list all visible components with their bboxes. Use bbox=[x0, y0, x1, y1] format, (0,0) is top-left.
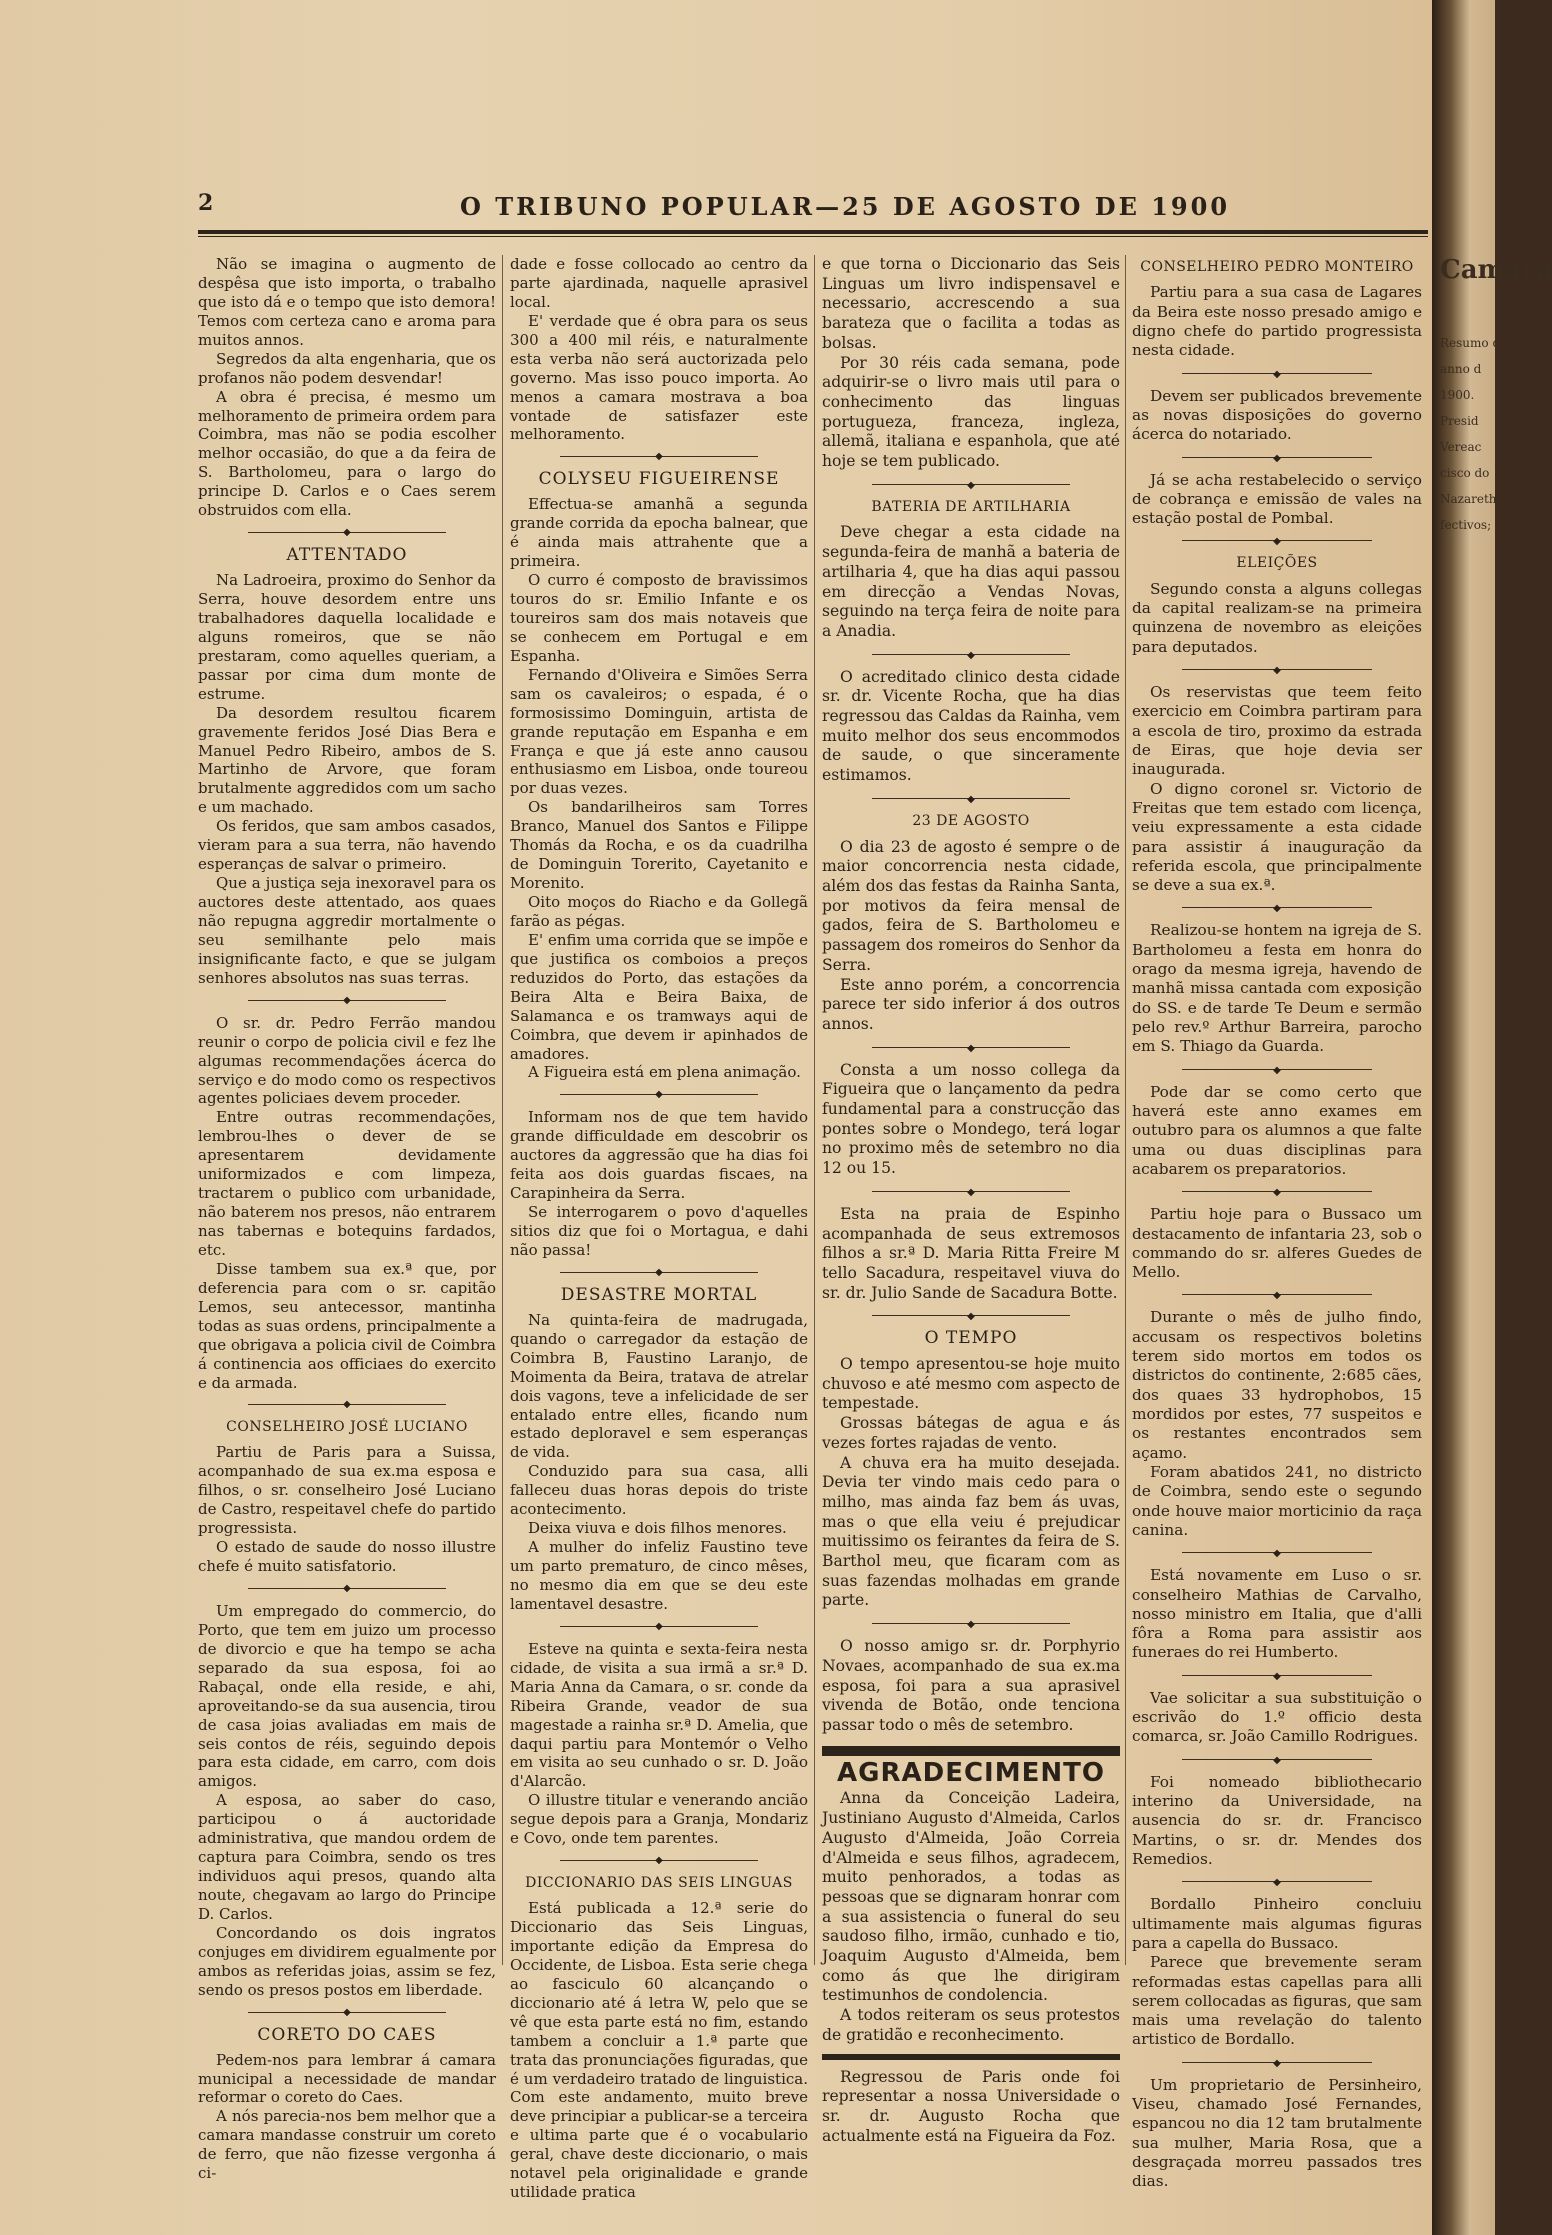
paragraph: Bordallo Pinheiro concluiu ultimamente mais algumas figuras para a capella do Bussaco. bbox=[1132, 1895, 1422, 1952]
paragraph: Está publicada a 12.ª serie do Diccionario das Seis Linguas, importante edição da Empresa do Occidente, de Lisboa. Esta serie chega ao fasciculo 60 alcançando o diccionario até á letra W, pelo que se vê que esta parte está no fim, estando tambem a concluir a 1.ª parte que trata das pronunciações figuradas, que é um verdadeiro tratado de linguistica. Com este andamento, muito breve deve principiar a publicar-se a terceira e ultima parte que é o vocabulario geral, chave deste diccionario, o mais notavel pela originalidade e grande utilidade pratica bbox=[510, 1899, 808, 2202]
column-divider bbox=[502, 255, 503, 1965]
separator bbox=[1132, 2054, 1422, 2072]
paragraph: Partiu hoje para o Bussaco um destacamento de infantaria 23, sob o commando do sr. alferes Guedes de Mello. bbox=[1132, 1205, 1422, 1282]
paragraph: Partiu de Paris para a Suissa, acompanhado de sua ex.ma esposa e filhos, o sr. conselheiro José Luciano de Castro, respeitavel chefe do partido progressista. bbox=[198, 1443, 496, 1538]
edge-text: Presid bbox=[1440, 414, 1479, 428]
paragraph: Consta a um nosso collega da Figueira que o lançamento da pedra fundamental para a construcção das pontes sobre o Mondego, terá logar no proximo mês de setembro no dia 12 ou 15. bbox=[822, 1060, 1120, 1178]
paragraph: A obra é precisa, é mesmo um melhoramento de primeira ordem para Coimbra, mas não se podia escolher melhor occasião, do que a da feira de S. Bartholomeu, para o largo do principe D. Carlos e o Caes serem obstruidos com ella. bbox=[198, 387, 496, 520]
column-4 bbox=[1132, 255, 1422, 2192]
headline-23-agosto: 23 DE AGOSTO bbox=[912, 812, 1030, 829]
paragraph: O digno coronel sr. Victorio de Freitas que tem estado com licença, veiu expressamente a esta cidade para assistir á inauguração da referida escola, que principalmente se deve a sua ex.ª. bbox=[1132, 779, 1422, 895]
paragraph: Na quinta-feira de madrugada, quando o carregador da estação de Coimbra B, Faustino Laranjo, de Moimenta da Beira, tratava de atrelar dois vagons, teve a infelicidade de ser entalado entre elles, ficando num estado deploravel e sem esperanças de vida. bbox=[510, 1310, 808, 1462]
column-3 bbox=[822, 255, 1120, 2146]
paragraph: Na Ladroeira, proximo do Senhor da Serra, houve desordem entre uns trabalhadores daquella localidade e alguns romeiros, que se não prestaram, como aquelles queriam, a passar por cima dum monte de estrume. bbox=[198, 571, 496, 703]
paragraph: O dia 23 de agosto é sempre o de maior concorrencia nesta cidade, além dos das festas da Rainha Santa, por motivos da feira mensal de gados, feira de S. Bartholomeu e passagem dos romeiros do Senhor da Serra. bbox=[822, 837, 1120, 974]
headline-attentado: ATTENTADO bbox=[286, 545, 408, 566]
paragraph: Os reservistas que teem feito exercicio em Coimbra partiram para a escola de tiro, proximo da estrada de Eiras, que hoje devia ser inaugurada. bbox=[1132, 683, 1422, 779]
separator bbox=[1132, 449, 1422, 467]
separator bbox=[822, 476, 1120, 494]
paragraph: O curro é composto de bravissimos touros do sr. Emilio Infante e os toureiros sam dos mais notaveis que se conhecem em Portugal e em Espanha. bbox=[510, 571, 808, 665]
paragraph: Deixa viuva e dois filhos menores. bbox=[528, 1519, 787, 1538]
paragraph: Já se acha restabelecido o serviço de cobrança e emissão de vales na estação postal de Pombal. bbox=[1132, 470, 1422, 528]
paragraph: Vae solicitar a sua substituição o escrivão do 1.º officio desta comarca, sr. João Camillo Rodrigues. bbox=[1132, 1688, 1422, 1746]
paragraph: Está novamente em Luso o sr. conselheiro Mathias de Carvalho, nosso ministro em Italia, que d'alli fôra a Roma para assistir aos funeraes do rei Humberto. bbox=[1132, 1566, 1422, 1662]
edge-text: Vereac bbox=[1440, 440, 1482, 454]
paragraph: Devem ser publicados brevemente as novas disposições do governo ácerca do notariado. bbox=[1132, 386, 1422, 444]
paragraph: Por 30 réis cada semana, pode adquirir-se o livro mais util para o conhecimento das linguas portugueza, franceza, ingleza, allemã, italiana e espanhola, que até hoje se tem publicado. bbox=[822, 353, 1120, 471]
separator bbox=[1132, 661, 1422, 679]
paragraph: Foi nomeado bibliothecario interino da Universidade, na ausencia do sr. dr. Francisco Martins, o sr. dr. Mendes dos Remedios. bbox=[1132, 1772, 1422, 1868]
adjacent-page-edge bbox=[1432, 0, 1552, 2235]
paragraph: Disse tambem sua ex.ª que, por deferencia para com o sr. capitão Lemos, seu antecessor, mantinha todas as suas ordens, principalmente a que obrigava a policia civil de Coimbra á continencia aos officiaes do exercito e da armada. bbox=[198, 1259, 496, 1392]
edge-text: Nazareth bbox=[1440, 492, 1497, 506]
paragraph: O illustre titular e venerando ancião segue depois para a Granja, Mondariz e Covo, onde tem parentes. bbox=[510, 1791, 808, 1848]
paragraph: Os feridos, que sam ambos casados, vieram para a sua terra, não havendo esperanças de salvar o primeiro. bbox=[198, 817, 496, 874]
notice-rule bbox=[822, 2054, 1120, 2060]
paragraph: Este anno porém, a concorrencia parece ter sido inferior á dos outros annos. bbox=[822, 975, 1120, 1033]
paragraph: A Figueira está em plena animação. bbox=[528, 1063, 801, 1082]
paragraph: Pedem-nos para lembrar á camara municipal a necessidade de mandar reformar o coreto do Caes. bbox=[198, 2050, 496, 2107]
paragraph: Da desordem resultou ficarem gravemente feridos José Dias Bera e Manuel Pedro Ribeiro, ambos de S. Martinho de Arvore, que foram brutalmente aggredidos com um sacho e um machado. bbox=[198, 703, 496, 817]
separator bbox=[198, 524, 496, 542]
headline-bateria: BATERIA DE ARTILHARIA bbox=[871, 498, 1071, 515]
paragraph: O sr. dr. Pedro Ferrão mandou reunir o corpo de policia civil e fez lhe algumas recommendações ácerca do serviço e do modo como os respectivos agentes policiaes devem proceder. bbox=[198, 1013, 496, 1108]
separator bbox=[1132, 899, 1422, 917]
paragraph: O tempo apresentou-se hoje muito chuvoso e até mesmo com aspecto de tempestade. bbox=[822, 1355, 1120, 1413]
separator bbox=[822, 1039, 1120, 1057]
paragraph: E' enfim uma corrida que se impõe e que justifica os comboios a preços reduzidos do Porto, das estações da Beira Alta e Beira Baixa, de Salamanca e os tramways aqui de Coimbra, que devem ir apinhados de amadores. bbox=[510, 930, 808, 1063]
paragraph: Segredos da alta engenharia, que os profanos não podem desvendar! bbox=[198, 349, 496, 387]
separator bbox=[1132, 1183, 1422, 1201]
paragraph: A esposa, ao saber do caso, participou o á auctoridade administrativa, que mandou ordem de captura para Coimbra, sendo os tres individuos aqui presos, quando alta noute, chegavam ao largo do Principe D. Carlos. bbox=[198, 1791, 496, 1923]
separator bbox=[1132, 365, 1422, 383]
separator bbox=[510, 1264, 808, 1282]
edge-text: Camara bbox=[1440, 255, 1552, 285]
paragraph: O estado de saude do nosso illustre chefe é muito satisfatorio. bbox=[198, 1538, 496, 1575]
paragraph: Esta na praia de Espinho acompanhada de seus extremosos filhos a sr.ª D. Maria Ritta Freire M tello Sacadura, respeitavel viuva do sr. dr. Julio Sande de Sacadura Botte. bbox=[822, 1204, 1120, 1302]
paragraph: E' verdade que é obra para os seus 300 a 400 mil réis, e naturalmente esta verba não será auctorizada pelo governo. Mas isso pouco importa. Ao menos a camara mostrava a boa vontade de satisfazer este melhoramento. bbox=[510, 311, 808, 444]
edge-text: fectivos; bbox=[1440, 518, 1492, 532]
paragraph: Foram abatidos 241, no districto de Coimbra, sendo este o segundo onde houve maior morticinio da raça canina. bbox=[1132, 1462, 1422, 1539]
separator bbox=[822, 1615, 1120, 1633]
separator bbox=[1132, 1751, 1422, 1769]
headline-diccionario: DICCIONARIO DAS SEIS LINGUAS bbox=[525, 1875, 793, 1892]
edge-text: anno d bbox=[1440, 362, 1482, 376]
paragraph: Esteve na quinta e sexta-feira nesta cidade, de visita a sua irmã a sr.ª D. Maria Anna da Camara, o sr. conde da Ribeira Grande, veador de sua magestade a rainha sr.ª D. Amelia, que daqui partiu para Montemór o Velho em visita ao seu cunhado o sr. D. João d'Alarcão. bbox=[510, 1639, 808, 1791]
column-2 bbox=[510, 255, 808, 2202]
paragraph: Entre outras recommendações, lembrou-lhes o dever de se apresentarem devidamente uniformizados e com limpeza, tractarem o publico com urbanidade, não baterem nos presos, não entrarem nas tabernas e botequins fardados, etc. bbox=[198, 1108, 496, 1259]
separator bbox=[1132, 1061, 1422, 1079]
notice-rule bbox=[822, 1746, 1120, 1756]
separator bbox=[1132, 1544, 1422, 1562]
headline-coreto: CORETO DO CAES bbox=[257, 2024, 437, 2045]
separator bbox=[510, 1618, 808, 1636]
paragraph: Segundo consta a alguns collegas da capital realizam-se na primeira quinzena de novembro as eleições para deputados. bbox=[1132, 579, 1422, 656]
paragraph: Realizou-se hontem na igreja de S. Bartholomeu a festa em honra do orago da mesma igreja, havendo de manhã missa cantada com exposição do SS. e de tarde Te Deum e sermão pelo rev.º Arthur Barreira, parocho em S. Thiago da Guarda. bbox=[1132, 921, 1422, 1056]
separator bbox=[822, 790, 1120, 808]
column-divider bbox=[814, 255, 815, 1965]
page-number: 2 bbox=[198, 190, 214, 216]
paragraph: O nosso amigo sr. dr. Porphyrio Novaes, acompanhado de sua ex.ma esposa, foi para a sua aprasivel vivenda de Botão, onde tenciona passar todo o mês de setembro. bbox=[822, 1637, 1120, 1734]
paragraph: Um empregado do commercio, do Porto, que tem em juizo um processo de divorcio e que ha tempo se acha separado da sua esposa, foi ao Rabaçal, onde ella reside, e ahi, aproveitando-se da sua ausencia, tirou de casa joias avaliadas em mais de seis contos de réis, seguindo depois para esta cidade, em carro, com dois amigos. bbox=[198, 1601, 496, 1791]
paragraph: Grossas bátegas de agua e ás vezes fortes rajadas de vento. bbox=[822, 1414, 1120, 1452]
headline-luciano: CONSELHEIRO JOSÉ LUCIANO bbox=[226, 1419, 468, 1436]
separator bbox=[510, 1086, 808, 1104]
paragraph: O acreditado clinico desta cidade sr. dr. Vicente Rocha, que ha dias regressou das Caldas da Rainha, vem muito melhor dos seus encommodos de saude, o que sinceramente estimamos. bbox=[822, 667, 1120, 785]
column-1 bbox=[198, 255, 496, 2183]
paragraph: A mulher do infeliz Faustino teve um parto prematuro, de cinco mêses, no mesmo dia em que se deu este lamentavel desastre. bbox=[510, 1538, 808, 1613]
paragraph: A nós parecia-nos bem melhor que a camara mandasse construir um coreto de ferro, que não fizesse vergonha á ci- bbox=[198, 2107, 496, 2183]
edge-text: 1900. bbox=[1440, 388, 1475, 402]
headline-monteiro: CONSELHEIRO PEDRO MONTEIRO bbox=[1140, 259, 1414, 275]
paragraph: dade e fosse collocado ao centro da parte ajardinada, naquelle aprasivel local. bbox=[510, 255, 808, 311]
separator bbox=[822, 646, 1120, 664]
separator bbox=[1132, 1667, 1422, 1685]
separator bbox=[822, 1183, 1120, 1201]
paragraph: Durante o mês de julho findo, accusam os respectivos boletins terem sido mortos em todos os districtos do continente, 2:685 cães, dos quaes 33 hydrophobos, 15 mordidos por estes, 77 suspeitos e os restantes encontrados sem açamo. bbox=[1132, 1308, 1422, 1462]
headline-desastre: DESASTRE MORTAL bbox=[560, 1284, 758, 1305]
headline-eleicoes: ELEIÇÕES bbox=[1236, 555, 1318, 572]
headline-colyseu: COLYSEU FIGUEIRENSE bbox=[538, 469, 780, 490]
masthead: O TRIBUNO POPULAR—25 DE AGOSTO DE 1900 bbox=[460, 192, 1231, 221]
separator bbox=[198, 992, 496, 1010]
edge-text: cisco do bbox=[1440, 466, 1490, 480]
paragraph: Que a justiça seja inexoravel para os auctores deste attentado, aos quaes não repugna aggredir mortalmente o seu semilhante pelo mais insignificante facto, e que se julgam senhores absolutos nas suas terras. bbox=[198, 874, 496, 987]
separator bbox=[1132, 532, 1422, 550]
paragraph: Effectua-se amanhã a segunda grande corrida da epocha balnear, que é ainda mais attrahente que a primeira. bbox=[510, 495, 808, 571]
separator bbox=[510, 1852, 808, 1870]
paragraph: Pode dar se como certo que haverá este anno exames em outubro para os alumnos a que falte uma ou duas disciplinas para acabarem os preparatorios. bbox=[1132, 1082, 1422, 1178]
paragraph: Os bandarilheiros sam Torres Branco, Manuel dos Santos e Filippe Thomás da Rocha, e os da cuadrilha de Dominguin Torerito, Cayetanito e Morenito. bbox=[510, 798, 808, 893]
paragraph: Fernando d'Oliveira e Simões Serra sam os cavaleiros; o espada, é o formosissimo Dominguin, artista de grande reputação em Espanha e em França e que já este anno causou enthusiasmo em Lisboa, onde toureou por duas vezes. bbox=[510, 665, 808, 798]
paragraph: Concordando os dois ingratos conjuges em dividirem egualmente por ambos as referidas joias, assim se fez, sendo os presos postos em liberdade. bbox=[198, 1923, 496, 1999]
separator bbox=[1132, 1286, 1422, 1304]
separator bbox=[822, 1307, 1120, 1325]
paragraph: Conduzido para sua casa, alli falleceu duas horas depois do triste acontecimento. bbox=[510, 1462, 808, 1519]
edge-text: Resumo d bbox=[1440, 336, 1501, 350]
separator bbox=[198, 1580, 496, 1598]
column-divider bbox=[1125, 255, 1126, 1965]
paragraph: A todos reiteram os seus protestos de gratidão e reconhecimento. bbox=[822, 2006, 1120, 2044]
paragraph: e que torna o Diccionario das Seis Linguas um livro indispensavel e necessario, accrescendo a sua barateza que o facilita a todas as bolsas. bbox=[822, 255, 1120, 352]
paragraph: Deve chegar a esta cidade na segunda-feira de manhã a bateria de artilharia 4, que ha dias aqui passou em direcção a Vendas Novas, seguindo na terça feira de noite para a Anadia. bbox=[822, 523, 1120, 640]
paragraph: Parece que brevemente seram reformadas estas capellas para alli serem collocadas as figuras, que sam mais uma revelação do talento artistico de Bordallo. bbox=[1132, 1953, 1422, 2049]
separator bbox=[198, 2004, 496, 2022]
headline-agradecimento: AGRADECIMENTO bbox=[837, 1757, 1105, 1788]
header-rule bbox=[198, 230, 1428, 234]
paragraph: Anna da Conceição Ladeira, Justiniano Augusto d'Almeida, Carlos Augusto d'Almeida, João Correia d'Almeida e seus filhos, agradecem, muito penhorados, a todas as pessoas que se dignaram honrar com a sua assistencia o funeral do seu saudoso filho, irmão, cunhado e tio, Joaquim Augusto d'Almeida, bem como ás que lhe dirigiram testimunhos de condolencia. bbox=[822, 1789, 1120, 2005]
paragraph: Partiu para a sua casa de Lagares da Beira este nosso presado amigo e digno chefe do partido progressista nesta cidade. bbox=[1132, 283, 1422, 360]
separator bbox=[510, 448, 808, 466]
paragraph: Informam nos de que tem havido grande difficuldade em descobrir os auctores da aggressão que ha dias foi feita aos dois guardas fiscaes, na Carapinheira da Serra. bbox=[510, 1108, 808, 1203]
paragraph: Oito moços do Riacho e da Gollegã farão as pégas. bbox=[510, 893, 808, 930]
paragraph: Regressou de Paris onde foi representar a nossa Universidade o sr. dr. Augusto Rocha que actualmente está na Figueira da Foz. bbox=[822, 2067, 1120, 2145]
paragraph: Um proprietario de Persinheiro, Viseu, chamado José Fernandes, espancou no dia 12 tam brutalmente sua mulher, Maria Rosa, que a desgraçada morreu passados tres dias. bbox=[1132, 2075, 1422, 2191]
paragraph: Se interrogarem o povo d'aquelles sitios diz que foi o Mortagua, e dahi não passa! bbox=[510, 1203, 808, 1259]
headline-tempo: O TEMPO bbox=[924, 1328, 1018, 1349]
header-rule-thin bbox=[198, 236, 1428, 237]
paragraph: Não se imagina o augmento de despêsa que isto importa, o trabalho que isto dá e o tempo que isto demora! Temos com certeza cano e aroma para muitos annos. bbox=[198, 255, 496, 349]
separator bbox=[198, 1396, 496, 1414]
paragraph: A chuva era ha muito desejada. Devia ter vindo mais cedo para o milho, mas ainda faz bem ás uvas, mas o que ella veiu é prejudicar muitissimo os feirantes da feira de S. Barthol meu, que ficaram com as suas fazendas molhadas em grande parte. bbox=[822, 1453, 1120, 1610]
separator bbox=[1132, 1873, 1422, 1891]
